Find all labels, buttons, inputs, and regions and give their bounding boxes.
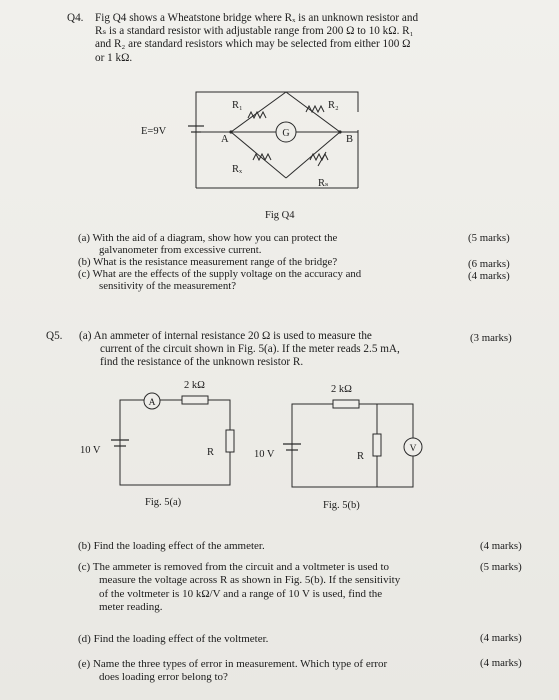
q5-part-d [78,633,458,645]
figure-caption: Fig Q4 [265,210,295,221]
rs-label: Rₛ [318,178,329,189]
stem-line: Rₛ is a standard resistor with adjustable range from 200 Ω to 10 kΩ. R₁ [95,25,414,38]
marks: (5 marks) [468,232,510,244]
part-text: (a) An ammeter of internal resistance 20 Ω is used to measure the [79,330,372,342]
r-label: R [357,451,365,462]
part-text: (c) The ammeter is removed from the circuit and a voltmeter is used to [78,561,390,573]
node-a-label: A [221,134,229,145]
part-text: (d) Find the loading effect of the voltmeter. [78,633,269,645]
resistor-label: 2 kΩ [331,384,352,395]
marks: (3 marks) [470,332,512,344]
part-text: sensitivity of the measurement? [99,280,237,292]
marks: (4 marks) [480,540,522,552]
marks: (4 marks) [480,632,522,644]
r1-label: R₁ [232,100,243,111]
q5-part-c [78,561,468,615]
part-text: (b) Find the loading effect of the ammeter. [78,540,265,552]
part-text: (c) What are the effects of the supply voltage on the accuracy and [78,268,362,280]
r2-label: R₂ [328,100,339,111]
marks: (5 marks) [480,561,522,573]
source-label: 10 V [80,445,101,456]
part-text: (b) What is the resistance measurement range of the bridge? [78,256,338,268]
voltmeter-label: V [409,444,417,454]
stem-line: Fig Q4 shows a Wheatstone bridge where Rₓ is an unknown resistor and [95,12,419,24]
question-number: Q5. [46,330,63,342]
part-text: (a) With the aid of a diagram, show how you can protect the [78,232,338,244]
source-label: 10 V [254,449,275,460]
part-text: measure the voltage across R as shown in Fig. 5(b). If the sensitivity [99,574,401,587]
part-text: of the voltmeter is 10 kΩ/V and a range of 10 V is used, find the [99,587,383,600]
source-label: E=9V [141,126,167,137]
part-text: galvanometer from excessive current. [99,244,262,256]
resistor-symbol [373,434,381,456]
part-text: find the resistance of the unknown resistor R. [100,356,304,368]
part-text: meter reading. [99,601,163,614]
resistor-symbol [333,400,359,408]
question-number: Q4. [67,12,84,24]
resistor-label: 2 kΩ [184,380,205,391]
node-b-label: B [346,134,354,145]
stem-line: and R₂ are standard resistors which may be selected from either 100 Ω [95,38,411,51]
q5-part-b [78,540,458,552]
figure-caption: Fig. 5(a) [145,497,182,508]
marks: (4 marks) [480,657,522,669]
stem-line: or 1 kΩ. [95,51,133,64]
part-text: (e) Name the three types of error in measurement. Which type of error [78,658,388,670]
rx-label: Rₓ [232,164,243,175]
marks: (6 marks) [468,258,510,270]
r-label: R [207,447,215,458]
ammeter-label: A [148,398,156,408]
marks: (4 marks) [468,270,510,282]
part-text: current of the circuit shown in Fig. 5(a). If the meter reads 2.5 mA, [100,343,400,355]
figure-caption: Fig. 5(b) [323,500,360,511]
q5-part-e [78,658,468,685]
galvanometer-label: G [282,128,290,139]
part-text: does loading error belong to? [99,671,228,684]
